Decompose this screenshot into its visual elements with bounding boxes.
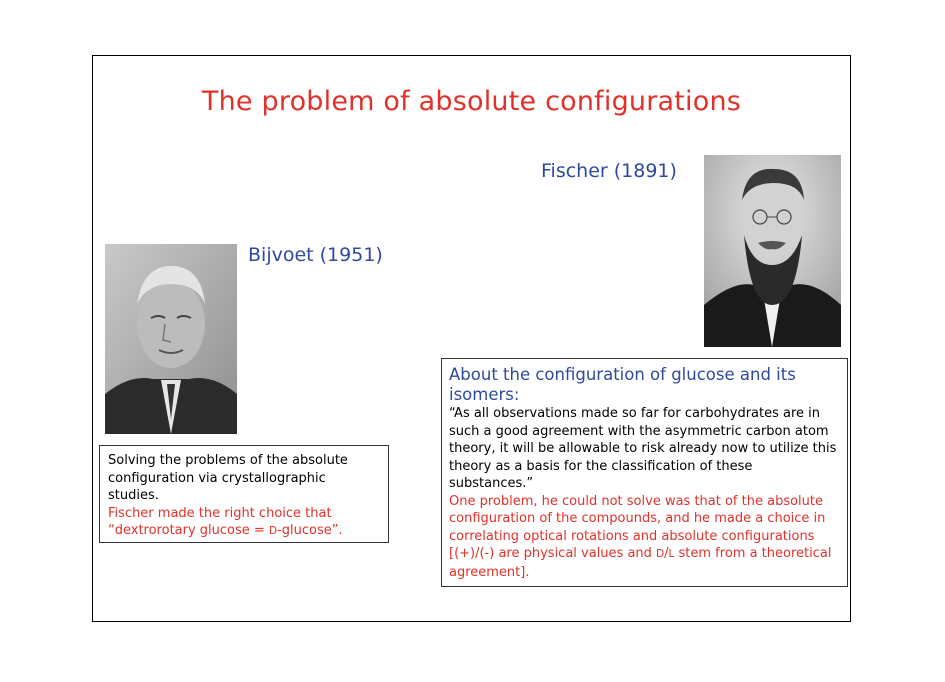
bijvoet-portrait-image (105, 244, 237, 434)
bijvoet-caption: Bijvoet (1951) (248, 244, 383, 266)
red-post: stem from a theoretical agreement]. (449, 546, 832, 580)
fischer-caption: Fischer (1891) (541, 160, 677, 182)
d-small-caps: D (656, 548, 665, 560)
bijvoet-note-box (99, 445, 389, 543)
bijvoet-note-red-line1: Fischer made the right choice that (108, 505, 332, 521)
slide (92, 55, 851, 622)
red-line2-post: -glucose”. (277, 523, 343, 538)
l-small-caps: L (668, 548, 675, 560)
red-pre: One problem, he could not solve was that of the absolute configuration of the compounds, and he made a choice in correlating optical rotations and absolute configurations [(+)/(-) are physical values and (449, 493, 826, 561)
fischer-portrait-image (704, 155, 841, 347)
fischer-quote: “As all observations made so far for carbohydrates are in such a good agreement with the asymmetric carbon atom theory, it will be allowable to risk already now to utilize this theory as a basis for the classification of these substances.” (449, 406, 837, 491)
slide-title: The problem of absolute configurations (201, 86, 742, 117)
fischer-note-red (449, 493, 840, 582)
bijvoet-note-text: Solving the problems of the absolute configuration via crystallographic studies. (108, 453, 348, 503)
red-line2-pre: “dextrorotary glucose = (108, 523, 269, 538)
bijvoet-note-red-line2 (108, 522, 380, 541)
fischer-note-box (441, 358, 848, 587)
d-small-caps: D (268, 525, 278, 537)
slash: / (664, 546, 669, 561)
fischer-note-heading: About the configuration of glucose and its isomers: (449, 365, 796, 404)
